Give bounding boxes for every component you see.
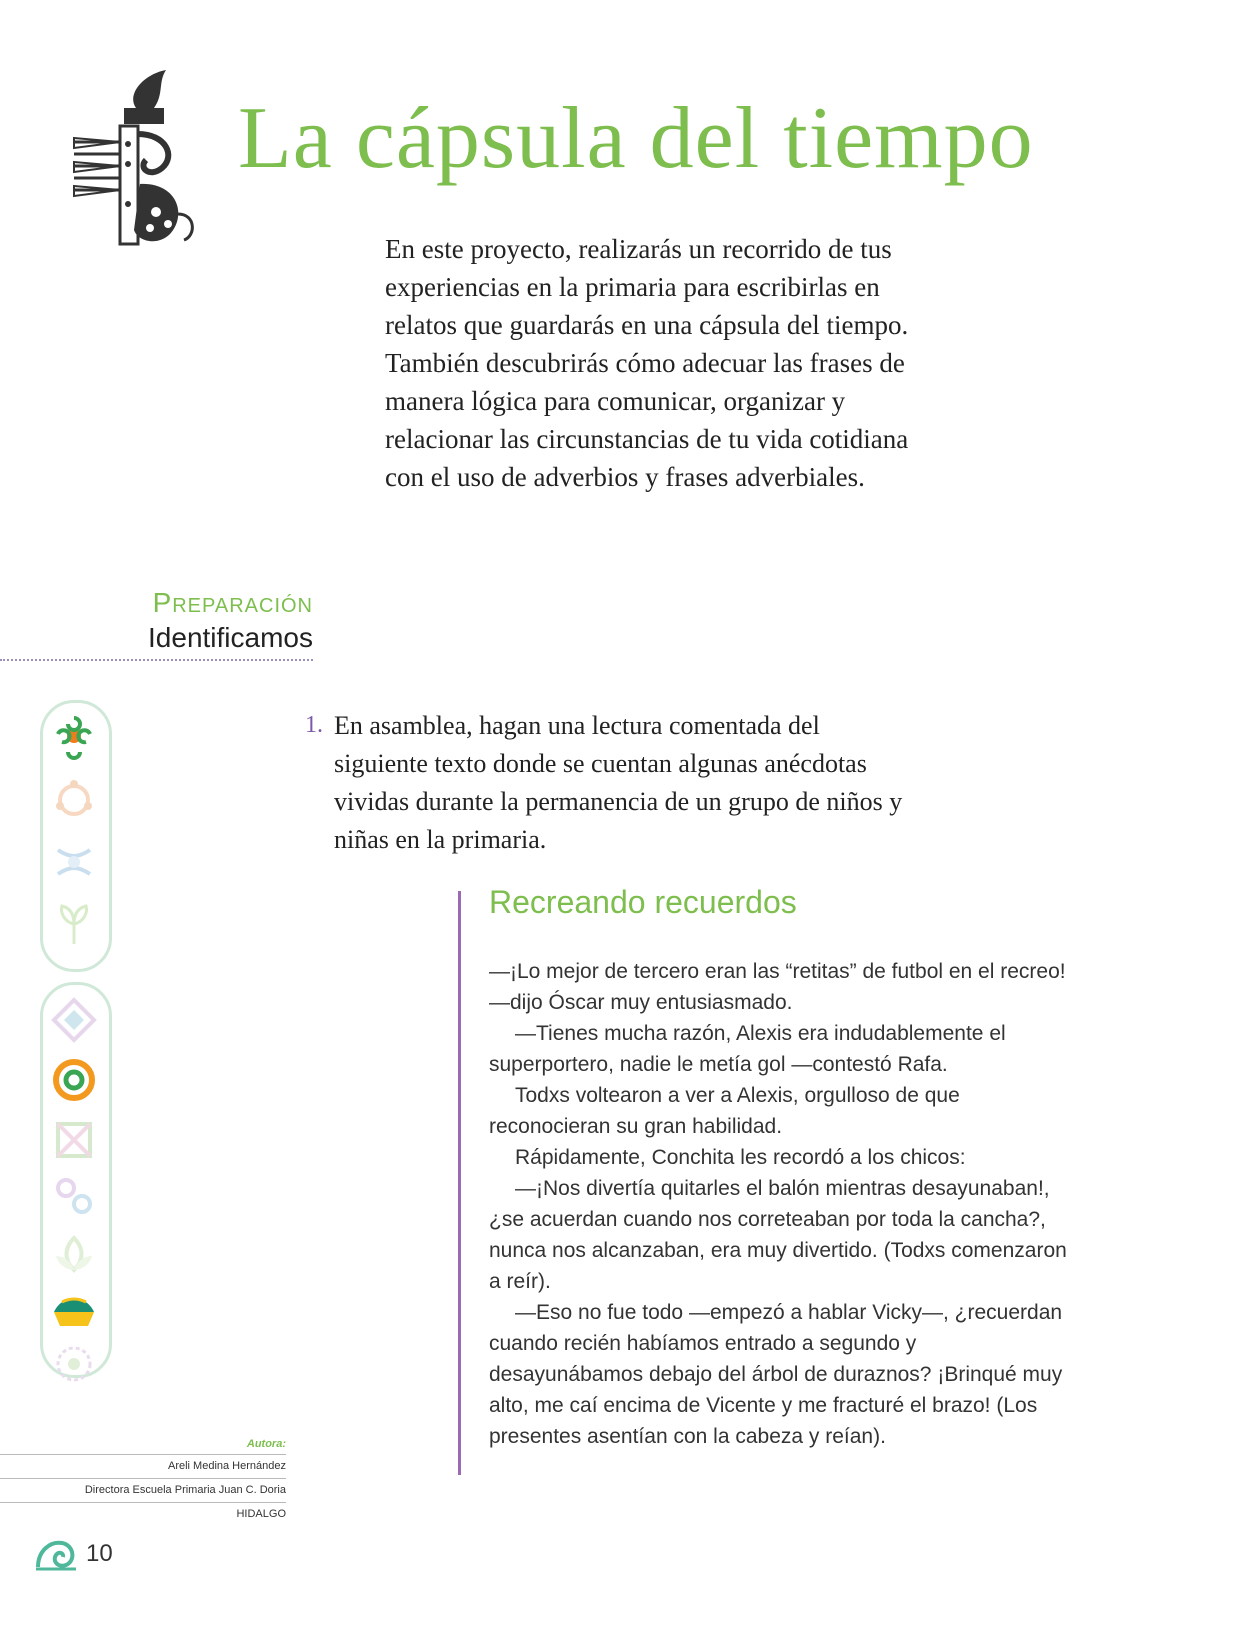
reading-paragraph: —¡Nos divertía quitarles el balón mientras desayunaban!, ¿se acuerdan cuando nos correteaban por toda la cancha?, nunca nos alcanzaban, era muy divertido. (Todxs comenzaron a reír). [489, 1177, 1067, 1293]
author-name: Areli Medina Hernández [0, 1454, 286, 1478]
intro-paragraph: En este proyecto, realizarás un recorrido de tus experiencias en la primaria para escribirlas en relatos que guardarás en una cápsula del tiempo. También descubrirás cómo adecuar las frases de manera lógica para comunicar, organizar y relacionar las circunstancias de tu vida cotidiana con el uso de adverbios y frases adverbiales. [385, 234, 909, 492]
reading-paragraph: Todxs voltearon a ver a Alexis, orgulloso de que reconocieran su gran habilidad. [489, 1084, 960, 1138]
codex-glyph-icon [66, 64, 206, 254]
reading-paragraph: —Tienes mucha razón, Alexis era indudablemente el superportero, nadie le metía gol —contestó Rafa. [489, 1022, 1006, 1076]
page-number: 10 [86, 1540, 113, 1567]
linked-figures-icon [50, 838, 98, 886]
author-block [0, 1436, 286, 1526]
section-divider [0, 659, 313, 661]
author-state: HIDALGO [0, 1502, 286, 1526]
diamond-pattern-icon [50, 996, 98, 1044]
author-role: Directora Escuela Primaria Juan C. Doria [0, 1478, 286, 1502]
snail-spiral-icon [34, 1537, 78, 1571]
reading-paragraph: Rápidamente, Conchita les recordó a los chicos: [515, 1146, 966, 1169]
linked-circles-icon [50, 1172, 98, 1220]
growing-plant-icon [50, 900, 98, 948]
reading-paragraph: —Eso no fue todo —empezó a hablar Vicky—, ¿recuerdan cuando recién habíamos entrado a segundo y desayunábamos debajo del árbol de duraznos? ¡Brinqué muy alto, me caí encima de Vicente y me fracturé el brazo! (Los presentes asentían con la cabeza y reían). [489, 1301, 1063, 1448]
activity-number: 1. [305, 712, 323, 738]
reading-title: Recreando recuerdos [489, 884, 797, 920]
activity-text: En asamblea, hagan una lectura comentada del siguiente texto donde se cuentan algunas anécdotas vividas durante la permanencia de un grupo de niños y niñas en la primaria. [334, 711, 903, 854]
spiral-circle-icon [50, 1056, 98, 1104]
reading-accent-bar [458, 891, 461, 1475]
hill-landscape-icon [50, 1284, 98, 1332]
reading-body [489, 956, 1069, 1452]
community-icon [50, 712, 98, 760]
reading-paragraph: —¡Lo mejor de tercero eran las “retitas” de futbol en el recreo! —dijo Óscar muy entusiasmado. [489, 960, 1066, 1014]
crossed-square-icon [50, 1116, 98, 1164]
dotted-circle-icon [50, 1340, 98, 1388]
page-title: La cápsula del tiempo [238, 90, 1034, 187]
section-kicker: Preparación [152, 587, 313, 618]
author-label: Autora: [246, 1438, 286, 1450]
lotus-icon [50, 1230, 98, 1278]
section-title: Identificamos [148, 622, 313, 653]
people-circle-icon [50, 776, 98, 824]
